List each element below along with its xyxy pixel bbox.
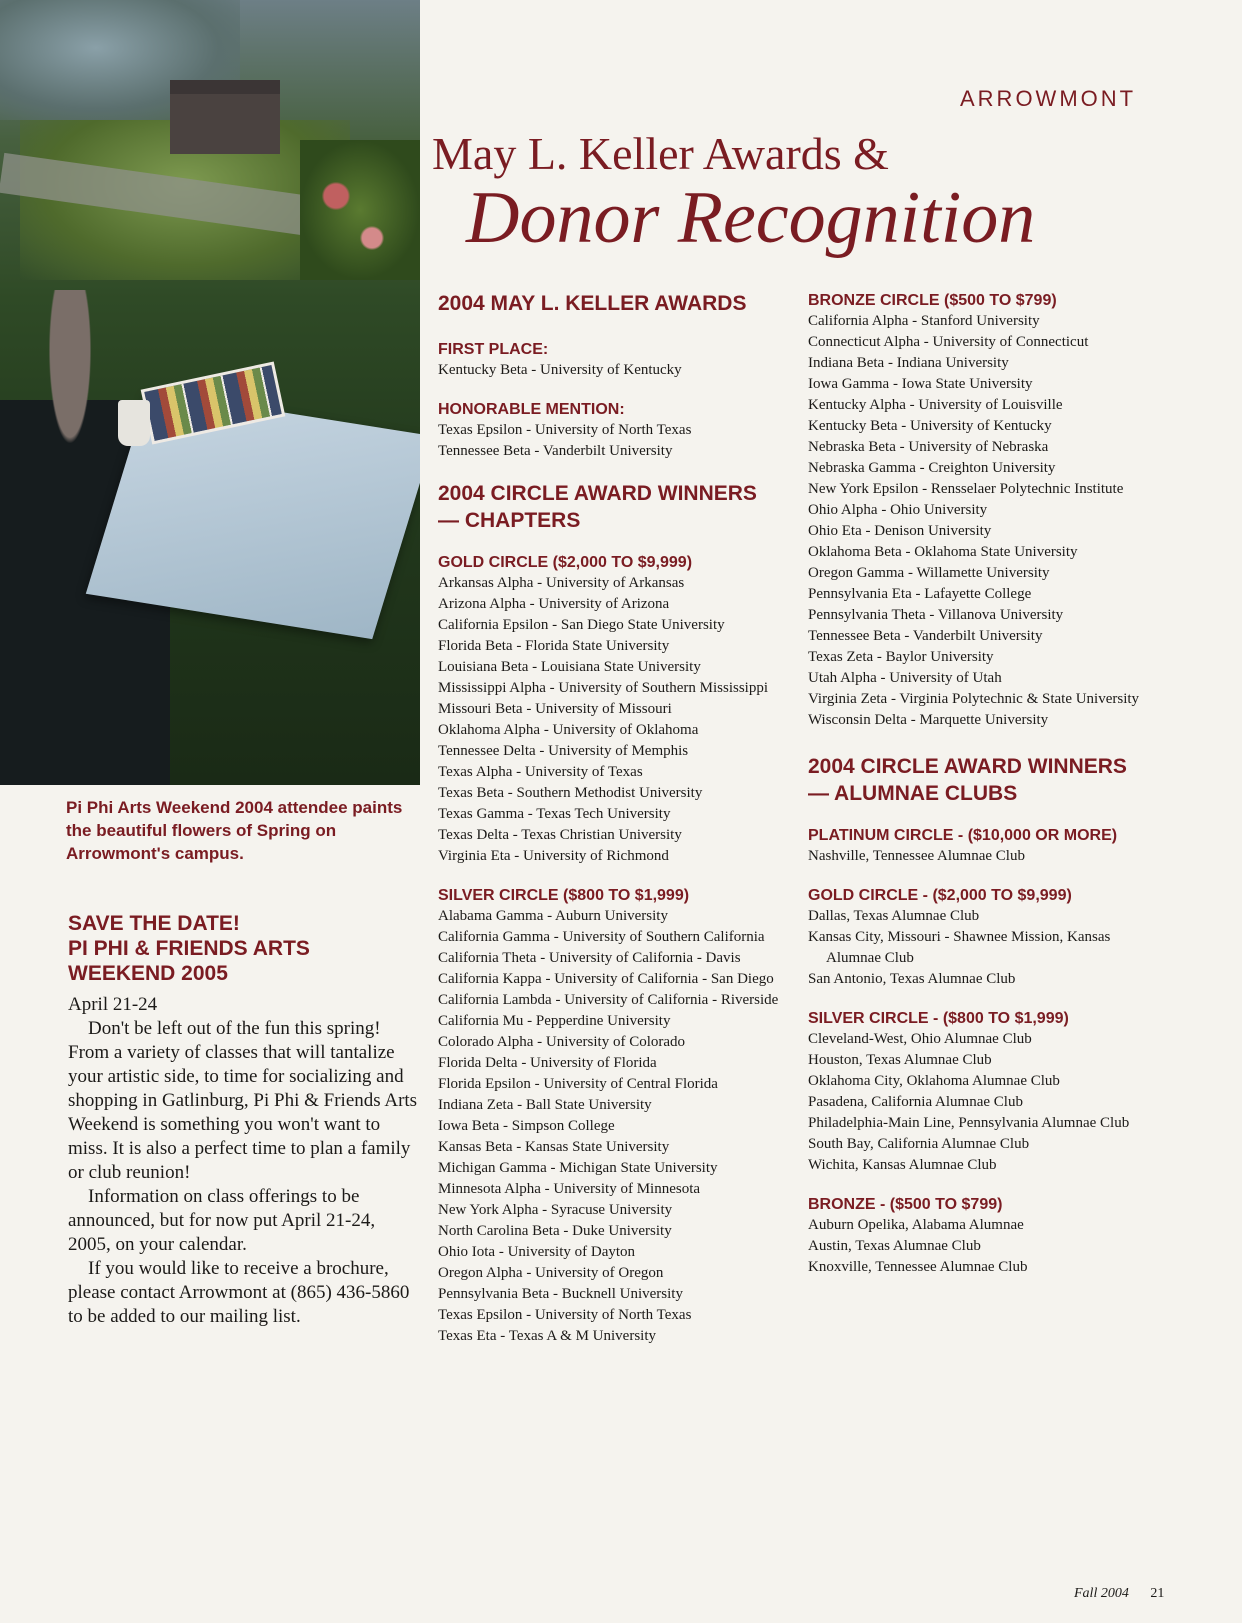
award-entry: Cleveland-West, Ohio Alumnae Club [808,1031,1032,1047]
award-entry: South Bay, California Alumnae Club [808,1136,1030,1152]
award-entry: Kansas City, Missouri - Shawnee Mission, Kansas Alumnae Club [808,929,1111,966]
award-entry: Ohio Alpha - Ohio University [808,502,988,518]
photo-house [170,80,280,154]
save-heading-line: PI PHI & FRIENDS ARTS [68,937,310,960]
page-title-line2: Donor Recognition [466,177,1036,259]
award-entry: Oregon Gamma - Willamette University [808,565,1050,581]
award-entry: Utah Alpha - University of Utah [808,670,1002,686]
award-entry: Florida Epsilon - University of Central Florida [438,1076,718,1092]
award-entry: Pasadena, California Alumnae Club [808,1094,1023,1110]
award-entry: Iowa Beta - Simpson College [438,1118,615,1134]
keller-awards-heading: 2004 MAY L. KELLER AWARDS [438,292,747,315]
page-title-line1: May L. Keller Awards & [432,128,889,179]
award-entry: Kentucky Beta - University of Kentucky [808,418,1052,434]
award-entry: Texas Alpha - University of Texas [438,764,643,780]
honorable-mention-label: HONORABLE MENTION: [438,401,625,418]
alumnae-gold-list [808,906,1153,990]
award-entry: Texas Epsilon - University of North Texas [438,1307,692,1323]
award-entry: California Gamma - University of Southern California [438,929,765,945]
award-entry: Nashville, Tennessee Alumnae Club [808,848,1025,864]
award-entry: Philadelphia-Main Line, Pennsylvania Alumnae Club [808,1115,1130,1131]
award-entry: Knoxville, Tennessee Alumnae Club [808,1259,1028,1275]
award-entry: Kentucky Alpha - University of Louisville [808,397,1063,413]
chapters-gold-list [438,573,783,867]
alumnae-bronze-list [808,1215,1153,1278]
award-entry: Wichita, Kansas Alumnae Club [808,1157,997,1173]
award-entry: Indiana Beta - Indiana University [808,355,1009,371]
award-entry: Dallas, Texas Alumnae Club [808,908,980,924]
award-entry: Pennsylvania Eta - Lafayette College [808,586,1032,602]
award-entry: Colorado Alpha - University of Colorado [438,1034,686,1050]
alumnae-heading: 2004 CIRCLE AWARD WINNERS — ALUMNAE CLUBS [808,755,1127,805]
first-place-list [438,360,783,381]
alumnae-platinum-list [808,846,1153,867]
award-entry: Texas Epsilon - University of North Texas [438,422,692,438]
award-entry: Tennessee Beta - Vanderbilt University [808,628,1043,644]
award-entry: Pennsylvania Beta - Bucknell University [438,1286,683,1302]
award-entry: California Mu - Pepperdine University [438,1013,671,1029]
award-entry: Connecticut Alpha - University of Connecticut [808,334,1089,350]
award-entry: Ohio Eta - Denison University [808,523,992,539]
award-entry: Tennessee Beta - Vanderbilt University [438,443,673,459]
award-entry: Kentucky Beta - University of Kentucky [438,362,682,378]
chapters-bronze-label: BRONZE CIRCLE ($500 TO $799) [808,292,1057,309]
award-entry: Wisconsin Delta - Marquette University [808,712,1049,728]
save-the-date-date: April 21-24 [68,994,158,1015]
award-entry: Houston, Texas Alumnae Club [808,1052,992,1068]
award-entry: Michigan Gamma - Michigan State University [438,1160,718,1176]
award-entry: Oregon Alpha - University of Oregon [438,1265,664,1281]
issue-season: Fall 2004 [1074,1586,1129,1601]
award-entry: Oklahoma Beta - Oklahoma State University [808,544,1078,560]
award-entry: Kansas Beta - Kansas State University [438,1139,670,1155]
award-entry: Virginia Zeta - Virginia Polytechnic & State University [808,691,1140,707]
award-entry: Missouri Beta - University of Missouri [438,701,672,717]
alumnae-platinum-label: PLATINUM CIRCLE - ($10,000 OR MORE) [808,827,1118,844]
first-place-label: FIRST PLACE: [438,341,549,358]
award-entry: California Kappa - University of California - San Diego [438,971,774,987]
award-entry: North Carolina Beta - Duke University [438,1223,672,1239]
award-entry: California Theta - University of California - Davis [438,950,741,966]
page-number: 21 [1150,1586,1165,1601]
awards-column-left [438,290,783,1347]
save-paragraph: Don't be left out of the fun this spring! From a variety of classes that will tantalize your artistic side, to time for socializing and shopping in Gatlinburg, Pi Phi & Friends Arts Weekend is something you won't want to miss. It is also a perfect time to plan a family or club reunion! [68,1018,418,1183]
award-entry: Tennessee Delta - University of Memphis [438,743,689,759]
chapters-heading: 2004 CIRCLE AWARD WINNERS — CHAPTERS [438,482,757,532]
award-entry: Florida Beta - Florida State University [438,638,670,654]
save-paragraph: Information on class offerings to be announced, but for now put April 21-24, 2005, on your calendar. [68,1186,376,1255]
photo-flowers [300,140,420,280]
alumnae-gold-label: GOLD CIRCLE - ($2,000 TO $9,999) [808,887,1072,904]
award-entry: Texas Eta - Texas A & M University [438,1328,657,1344]
arts-weekend-photo [0,0,420,785]
award-entry: Alabama Gamma - Auburn University [438,908,668,924]
save-heading-line: SAVE THE DATE! [68,912,240,935]
award-entry: Texas Delta - Texas Christian University [438,827,682,843]
award-entry: Texas Zeta - Baylor University [808,649,994,665]
award-entry: Indiana Zeta - Ball State University [438,1097,652,1113]
award-entry: California Lambda - University of California - Riverside [438,992,779,1008]
award-entry: California Epsilon - San Diego State University [438,617,725,633]
award-entry: Nebraska Gamma - Creighton University [808,460,1056,476]
award-entry: Austin, Texas Alumnae Club [808,1238,981,1254]
honorable-mention-list [438,420,783,462]
award-entry: Minnesota Alpha - University of Minnesota [438,1181,701,1197]
page-footer [1074,1586,1164,1602]
save-the-date-heading [68,911,418,986]
award-entry: California Alpha - Stanford University [808,313,1040,329]
photo-caption: Pi Phi Arts Weekend 2004 attendee paints the beautiful flowers of Spring on Arrowmont's campus. [66,798,403,863]
award-entry: Pennsylvania Theta - Villanova University [808,607,1064,623]
award-entry: New York Alpha - Syracuse University [438,1202,673,1218]
award-entry: Oklahoma Alpha - University of Oklahoma [438,722,699,738]
photo-water-cup [118,400,150,446]
chapters-silver-list [438,906,783,1347]
award-entry: Texas Gamma - Texas Tech University [438,806,671,822]
award-entry: Auburn Opelika, Alabama Alumnae [808,1217,1024,1233]
award-entry: Louisiana Beta - Louisiana State University [438,659,701,675]
chapters-bronze-list [808,311,1153,731]
alumnae-silver-list [808,1029,1153,1176]
chapters-silver-label: SILVER CIRCLE ($800 TO $1,999) [438,887,690,904]
award-entry: Oklahoma City, Oklahoma Alumnae Club [808,1073,1060,1089]
award-entry: Mississippi Alpha - University of Southern Mississippi [438,680,769,696]
award-entry: Texas Beta - Southern Methodist University [438,785,703,801]
awards-column-right [808,290,1153,1278]
alumnae-silver-label: SILVER CIRCLE - ($800 TO $1,999) [808,1010,1069,1027]
award-entry: Ohio Iota - University of Dayton [438,1244,636,1260]
award-entry: Virginia Eta - University of Richmond [438,848,669,864]
award-entry: Arkansas Alpha - University of Arkansas [438,575,685,591]
save-heading-line: WEEKEND 2005 [68,962,228,985]
award-entry: San Antonio, Texas Alumnae Club [808,971,1016,987]
save-paragraph: If you would like to receive a brochure, please contact Arrowmont at (865) 436-5860 to be added to our mailing list. [68,1258,410,1327]
section-tag: ARROWMONT [960,86,1137,111]
alumnae-bronze-label: BRONZE - ($500 TO $799) [808,1196,1003,1213]
save-the-date-body [68,1017,418,1329]
award-entry: New York Epsilon - Rensselaer Polytechnic Institute [808,481,1124,497]
chapters-gold-label: GOLD CIRCLE ($2,000 TO $9,999) [438,554,693,571]
award-entry: Nebraska Beta - University of Nebraska [808,439,1049,455]
award-entry: Florida Delta - University of Florida [438,1055,657,1071]
award-entry: Arizona Alpha - University of Arizona [438,596,670,612]
award-entry: Iowa Gamma - Iowa State University [808,376,1033,392]
